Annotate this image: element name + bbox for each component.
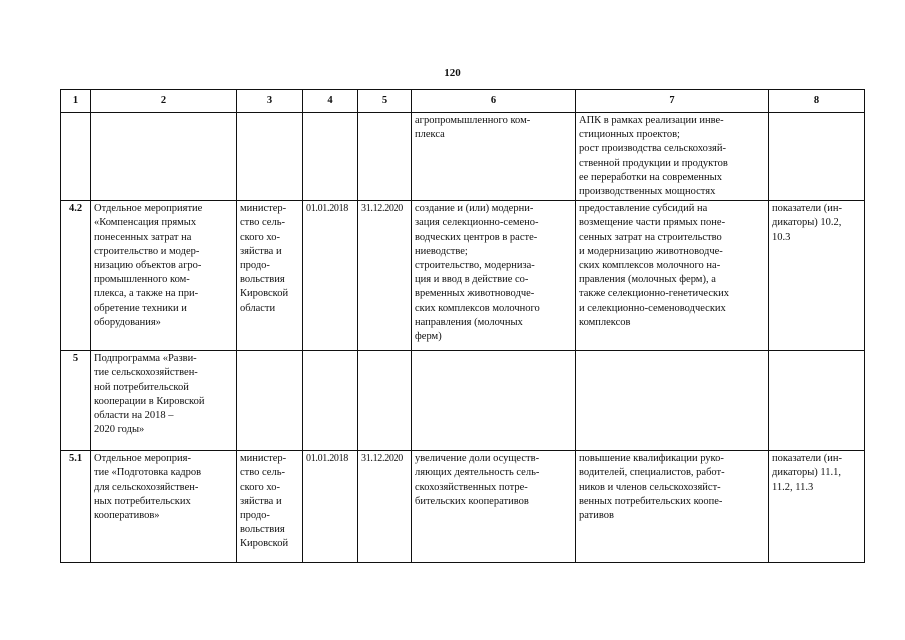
measure-name-cell [91,451,237,563]
subprogram-name: Подпрограмма «Разви- тие сельскохозяйствен- ной потребительской кооперации в Кировской области на 2018 – 2020 годы» [94,353,205,436]
column-header-2: 2 [91,90,237,113]
start-date [303,351,358,451]
indicators-cell [769,451,865,563]
table-row-5 [61,351,865,451]
row-number: 5.1 [61,451,91,563]
end-date: 31.12.2020 [358,201,412,351]
relations: предоставление субсидий на возмещение части прямых поне- сенных затрат на строительство и модернизацию животноводче- ских комплексов молочного на- правления (молочных ферм), а также селекционно-генетических и селекционно-семеноводческих комплексов [579,203,729,328]
column-header-4: 4 [303,90,358,113]
measure-name: Отдельное мероприя- тие «Подготовка кадров для сельскохозяйствен- ных потребительских кооперативов» [94,453,202,522]
executor-cell [237,451,303,563]
start-date: 01.01.2018 [303,451,358,563]
column-header-1: 1 [61,90,91,113]
end-date [358,351,412,451]
row-number: 5 [61,351,91,451]
column-header-8: 8 [769,90,865,113]
relations-cell [576,201,769,351]
expected-result-cell [412,201,576,351]
table-row-5-1 [61,451,865,563]
expected-result: агропромышленного ком- плекса [415,115,531,141]
relations-cell [576,451,769,563]
executor: министер- ство сель- ского хо- зяйства и продо- вольствия Кировской области [240,203,289,314]
relations-cell [576,113,769,201]
executor-cell [237,351,303,451]
start-date [303,113,358,201]
page-number: 120 [444,67,461,79]
measure-name-cell [91,201,237,351]
plan-table [60,89,865,563]
table-row-4-2 [61,201,865,351]
header-row [61,90,865,113]
relations-cell [576,351,769,451]
relations: АПК в рамках реализации инве- стиционных проектов; рост производства сельскохозяй- ственной продукции и продуктов ее переработки на современных производственных мощностях [579,115,728,198]
column-header-6: 6 [412,90,576,113]
indicators: показатели (ин- дикаторы) 10.2, 10.3 [772,203,842,243]
measure-name-cell [91,113,237,201]
relations: повышение квалификации руко- водителей, специалистов, работ- ников и членов сельскохозяйст- венных потребительских коопе- ративов [579,453,725,522]
column-header-3: 3 [237,90,303,113]
indicators-cell [769,351,865,451]
row-number [61,113,91,201]
executor: министер- ство сель- ского хо- зяйства и продо- вольствия Кировской [240,453,289,550]
table-row-continuation [61,113,865,201]
executor-cell [237,113,303,201]
column-header-7: 7 [576,90,769,113]
expected-result: увеличение доли осуществ- ляющих деятельность сель- скохозяйственных потре- бительских кооперативов [415,453,540,507]
start-date: 01.01.2018 [303,201,358,351]
subprogram-name-cell [91,351,237,451]
indicators: показатели (ин- дикаторы) 11.1, 11.2, 11.3 [772,453,842,493]
measure-name: Отдельное мероприятие «Компенсация прямых понесенных затрат на строительство и модер- низацию объектов агро- промышленного ком- плекса, а также на при- обретение техники и оборудования» [94,203,203,328]
indicators-cell [769,201,865,351]
executor-cell [237,201,303,351]
expected-result-cell [412,113,576,201]
expected-result: создание и (или) модерни- зация селекционно-семено- водческих центров в расте- ниеводстве; строительство, модерниза- ция и ввод в действие со- временных животноводче- ских комплексов молочного направления (молочных ферм) [415,203,540,343]
row-number: 4.2 [61,201,91,351]
expected-result-cell [412,451,576,563]
end-date: 31.12.2020 [358,451,412,563]
indicators-cell [769,113,865,201]
end-date [358,113,412,201]
expected-result-cell [412,351,576,451]
column-header-5: 5 [358,90,412,113]
